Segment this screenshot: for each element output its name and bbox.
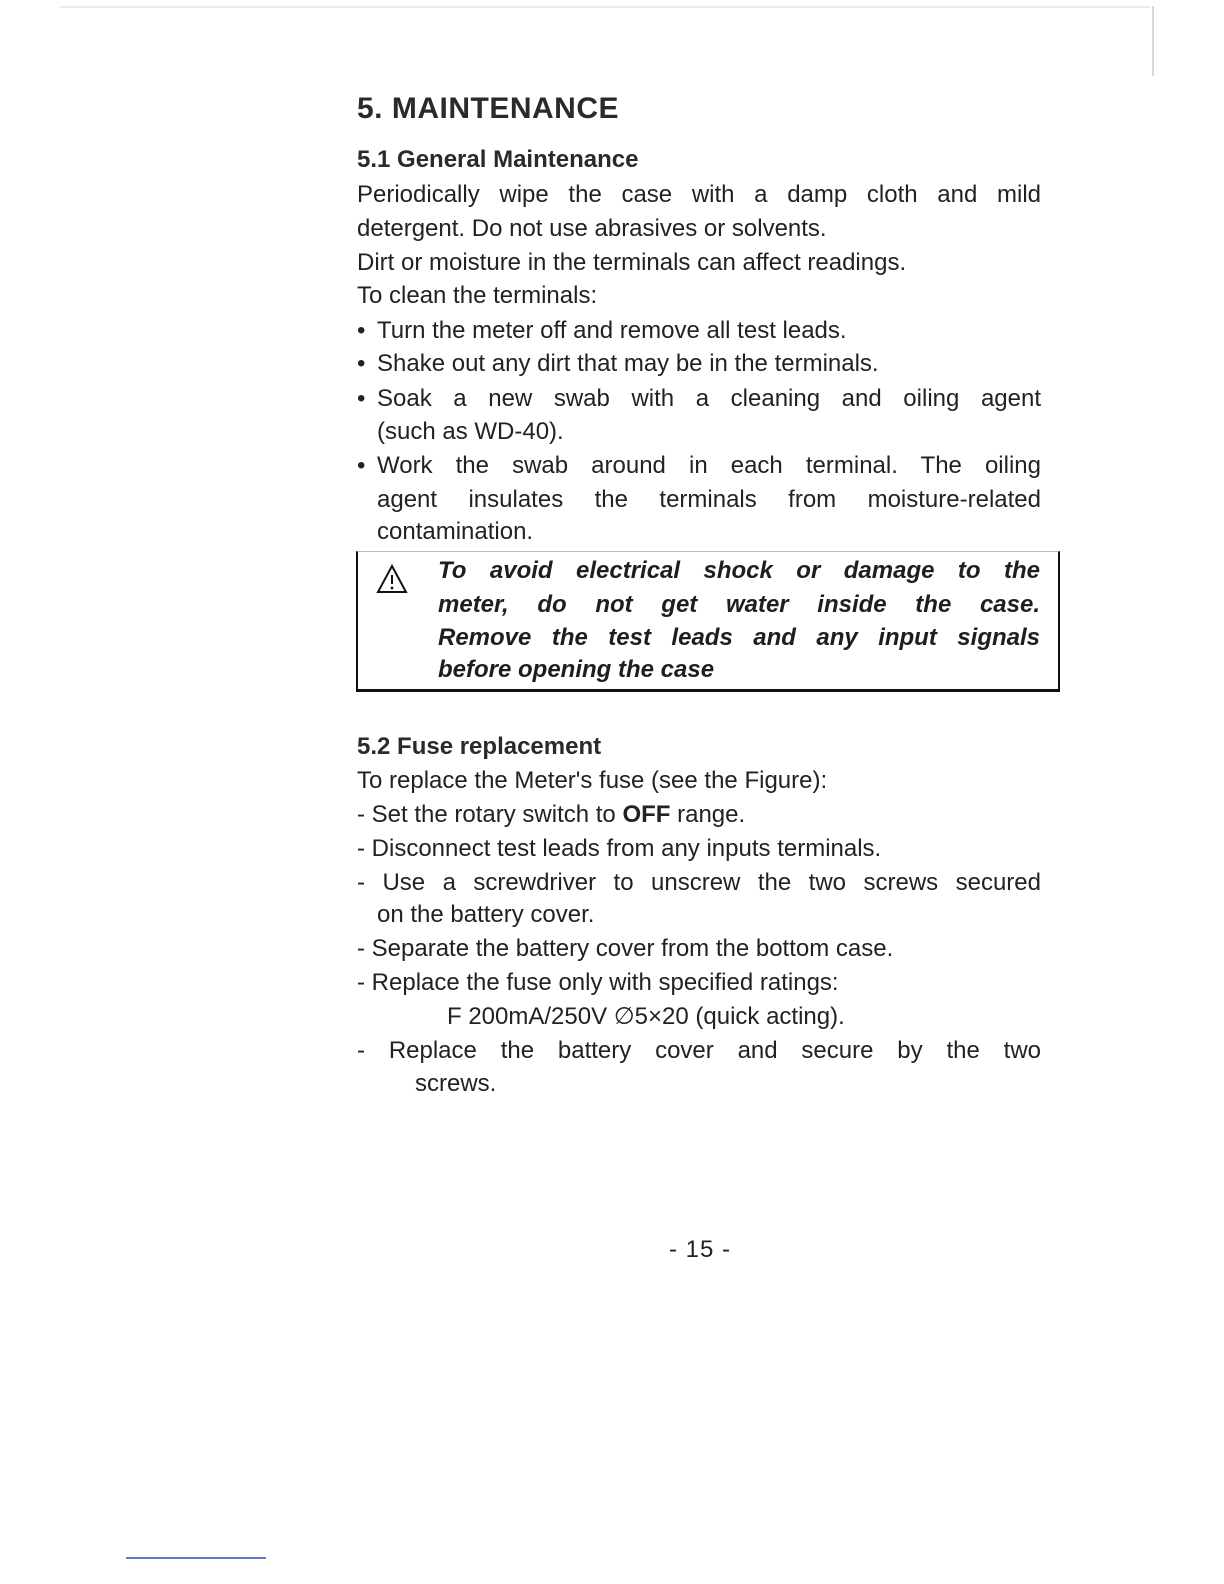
scan-right-edge	[1152, 6, 1154, 76]
bullet-symbol: •	[357, 317, 366, 344]
bullet-symbol: •	[357, 350, 366, 377]
bullet-item-1: Turn the meter off and remove all test leads.	[377, 317, 847, 344]
warning-line-1: To avoid electrical shock or damage to the	[438, 557, 1040, 584]
fuse-step-1-off: OFF	[622, 801, 671, 828]
fuse-rating: F 200mA/250V ∅5×20 (quick acting).	[447, 1003, 845, 1030]
warning-line-4: before opening the case	[438, 656, 715, 683]
fuse-step-5: - Replace the fuse only with specified ratings:	[357, 969, 839, 996]
fuse-step-1-suffix: range.	[670, 801, 746, 828]
fuse-step-1	[357, 799, 1041, 831]
warning-line-2: meter, do not get water inside the case.	[438, 591, 1040, 618]
bullet-item-4-line-2: agent insulates the terminals from moisture-related	[377, 486, 1041, 513]
page-title: 5. MAINTENANCE	[357, 92, 620, 125]
general-line-4: To clean the terminals:	[357, 282, 598, 309]
general-line-2: detergent. Do not use abrasives or solvents.	[357, 215, 827, 242]
fuse-step-3-line-1: - Use a screwdriver to unscrew the two screws secured	[357, 869, 1041, 896]
fuse-step-3-line-2: on the battery cover.	[377, 901, 595, 928]
bullet-item-2: Shake out any dirt that may be in the terminals.	[377, 350, 879, 377]
scan-bottom-mark	[126, 1557, 266, 1559]
bullet-item-4-line-1: Work the swab around in each terminal. The oiling	[377, 452, 1041, 479]
bullet-symbol: •	[357, 385, 366, 412]
fuse-step-6-line-1: - Replace the battery cover and secure by the two	[357, 1037, 1041, 1064]
fuse-step-4: - Separate the battery cover from the bottom case.	[357, 935, 894, 962]
bullet-item-3-line-2: (such as WD-40).	[377, 418, 564, 445]
fuse-step-1-text: - Set the rotary switch to	[357, 801, 623, 828]
section-heading-fuse: 5.2 Fuse replacement	[357, 733, 602, 760]
warning-line-3: Remove the test leads and any input signals	[438, 624, 1040, 651]
fuse-step-2: - Disconnect test leads from any inputs terminals.	[357, 835, 882, 862]
fuse-intro: To replace the Meter's fuse (see the Figure):	[357, 767, 828, 794]
general-line-3: Dirt or moisture in the terminals can affect readings.	[357, 249, 907, 276]
bullet-item-3-line-1: Soak a new swab with a cleaning and oiling agent	[377, 385, 1041, 412]
scan-top-edge	[60, 6, 1150, 8]
page-number: - 15 -	[668, 1236, 731, 1263]
warning-triangle-icon	[376, 564, 408, 594]
bullet-symbol: •	[357, 452, 366, 479]
general-line-1: Periodically wipe the case with a damp cloth and mild	[357, 181, 1041, 208]
bullet-item-4-line-3: contamination.	[377, 518, 534, 545]
warning-box	[356, 551, 1060, 692]
fuse-step-6-line-2: screws.	[415, 1070, 497, 1097]
section-heading-general: 5.1 General Maintenance	[357, 146, 639, 173]
